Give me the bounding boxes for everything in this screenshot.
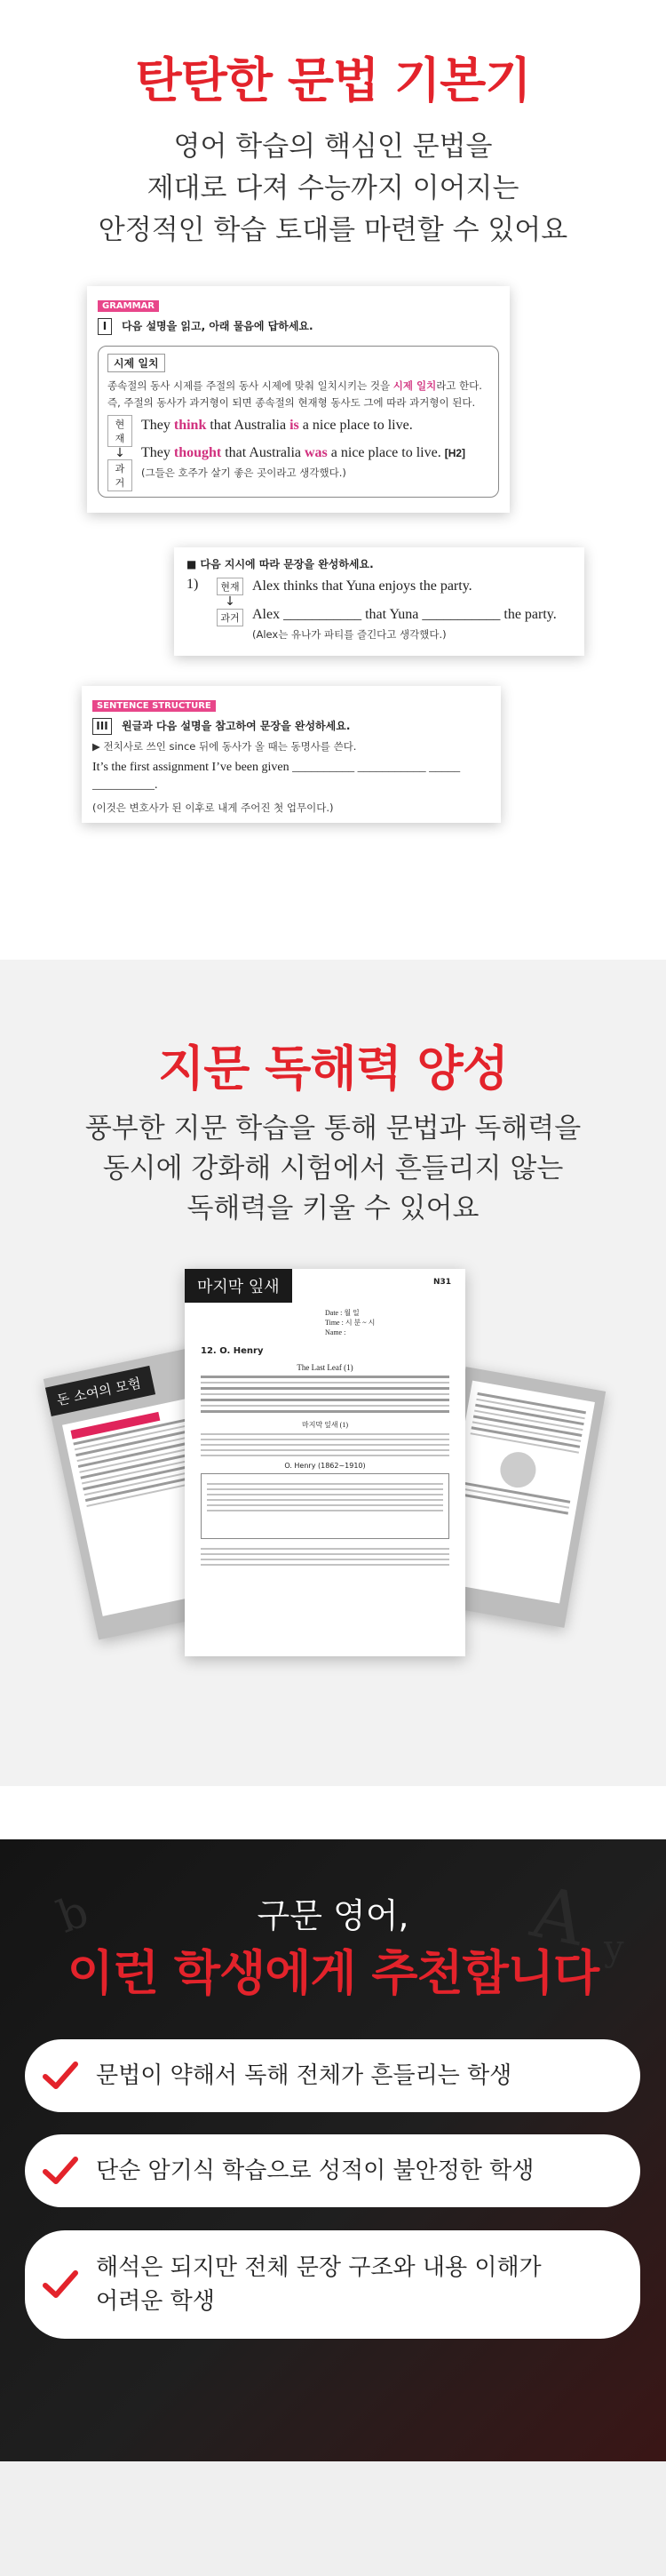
- decor-letter-b: b: [51, 1885, 95, 1943]
- recommend-item-line: 어려운 학생: [96, 2288, 215, 2315]
- exercise-card: [174, 547, 584, 656]
- arrow-down-icon: ↓: [225, 594, 235, 609]
- arrow-down-icon: ↓: [115, 446, 125, 460]
- grammar-subtitle: [0, 126, 666, 251]
- book-story-title: The Last Leaf (1): [297, 1363, 353, 1372]
- grammar-subtitle-line: 안정적인 학습 토대를 마련할 수 있어요: [98, 214, 568, 246]
- past-label: 과거: [107, 459, 132, 491]
- example-translation: (그들은 호주가 살기 좋은 곳이라고 생각했다.): [141, 467, 346, 479]
- exercise-translation: (Alex는 유나가 파티를 즐긴다고 생각했다.): [252, 628, 447, 641]
- explanation-text: [107, 378, 489, 411]
- example-sentence-past: They thought that Australia was a nice place to live. [H2]: [141, 445, 466, 460]
- exercise-sentence: Alex thinks that Yuna enjoys the party.: [252, 578, 472, 594]
- example-sentence-present: They think that Australia is a nice place to live.: [141, 418, 413, 433]
- grammar-card: [87, 286, 510, 513]
- recommend-item-text: 단순 암기식 학습으로 성적이 불안정한 학생: [96, 2157, 535, 2184]
- exercise-blank-sentence: Alex ___________ that Yuna ___________ the party.: [252, 607, 557, 622]
- recommend-item-line: 해석은 되지만 전체 문장 구조와 내용 이해가: [96, 2254, 542, 2281]
- check-icon: [25, 2269, 96, 2300]
- sentence-structure-tag: SENTENCE STRUCTURE: [92, 700, 216, 712]
- grammar-tag: GRAMMAR: [98, 300, 159, 312]
- recommend-item-text: 문법이 약해서 독해 전체가 흔들리는 학생: [96, 2062, 512, 2089]
- reading-headline: 지문 독해력 양성: [158, 1041, 508, 1097]
- present-label: 현재: [107, 415, 132, 447]
- book-kr-title: 마지막 잎새 (1): [302, 1421, 348, 1429]
- explanation-text-b: 라고 한다. 즉, 주절의 동사가 과거형이 되면 종속절의 현재형 동사도 그에 따라 과거형이 된다.: [107, 379, 482, 409]
- check-icon: [25, 2156, 96, 2186]
- book-left-tab: 돈 소여의 모험: [45, 1366, 155, 1416]
- recommend-item: [25, 2039, 640, 2112]
- book-center-tab: 마지막 잎새: [185, 1269, 292, 1303]
- reading-subtitle-line: 풍부한 지문 학습을 통해 문법과 독해력을: [84, 1113, 582, 1144]
- explanation-highlight: 시제 일치: [392, 379, 437, 392]
- exercise-number: 1): [186, 577, 199, 592]
- reading-section: [0, 960, 666, 1786]
- book-author: O. Henry (1862~1910): [284, 1462, 366, 1470]
- book-meta: Date : 월 일 Time : 시 분 ~ 시 Name :: [325, 1309, 376, 1336]
- past-label: 과거: [217, 609, 242, 626]
- exercise-instruction: ■ 다음 지시에 따라 문장을 완성하세요.: [186, 558, 374, 570]
- book-chapter: 12. O. Henry: [201, 1346, 264, 1356]
- question-text: 다음 설명을 읽고, 아래 물음에 답하세요.: [122, 320, 313, 332]
- book-code: N31: [432, 1278, 451, 1287]
- section-gap: [0, 906, 666, 960]
- recommend-title: 구문 영어,: [257, 1896, 409, 1935]
- footer-spacer: [0, 2461, 666, 2576]
- question-number: III: [92, 718, 112, 735]
- reading-subtitle: [0, 1109, 666, 1229]
- grammar-subtitle-line: 제대로 다져 수능까지 이어지는: [147, 172, 519, 204]
- explanation-text-a: 종속절의 동사 시제를 주절의 동사 시제에 맞춰 일치시키는 것을: [107, 379, 393, 392]
- grammar-section: [0, 0, 666, 906]
- grammar-headline: 탄탄한 문법 기본기: [135, 52, 531, 108]
- hint-text: ▶ 전치사로 쓰인 since 뒤에 동사가 올 때는 동명사를 쓴다.: [92, 740, 357, 753]
- present-label: 현재: [217, 578, 242, 595]
- recommend-section: [0, 1839, 666, 2461]
- decor-letter-a: A: [524, 1870, 592, 1962]
- question-number: I: [98, 318, 112, 335]
- recommend-item: [25, 2230, 640, 2339]
- explanation-title: 시제 일치: [107, 354, 165, 372]
- recommend-title-highlight: 이런 학생에게 추천합니다: [67, 1945, 599, 2001]
- reading-subtitle-line: 동시에 강화해 시험에서 흔들리지 않는: [102, 1152, 564, 1184]
- explanation-box: [98, 346, 499, 498]
- sentence-translation: (이것은 변호사가 된 이후로 내게 주어진 첫 업무이다.): [92, 802, 334, 814]
- book-page-center: [185, 1269, 465, 1656]
- sentence-blank-line: It’s the first assignment I’ve been given __________ ___________ _____: [92, 761, 461, 774]
- sentence-structure-card: [82, 686, 501, 823]
- section-gap: [0, 1786, 666, 1839]
- recommend-item: [25, 2134, 640, 2207]
- grammar-subtitle-line: 영어 학습의 핵심인 문법을: [173, 131, 493, 163]
- decor-letter-y: y: [604, 1928, 624, 1969]
- question-text: 원글과 다음 설명을 참고하여 문장을 완성하세요.: [122, 720, 351, 732]
- book-author-box: [201, 1473, 449, 1539]
- check-icon: [25, 2061, 96, 2091]
- recommend-item-text: [96, 2251, 542, 2318]
- reading-subtitle-line: 독해력을 키울 수 있어요: [186, 1192, 480, 1224]
- sentence-blank-line-2: __________.: [92, 778, 158, 792]
